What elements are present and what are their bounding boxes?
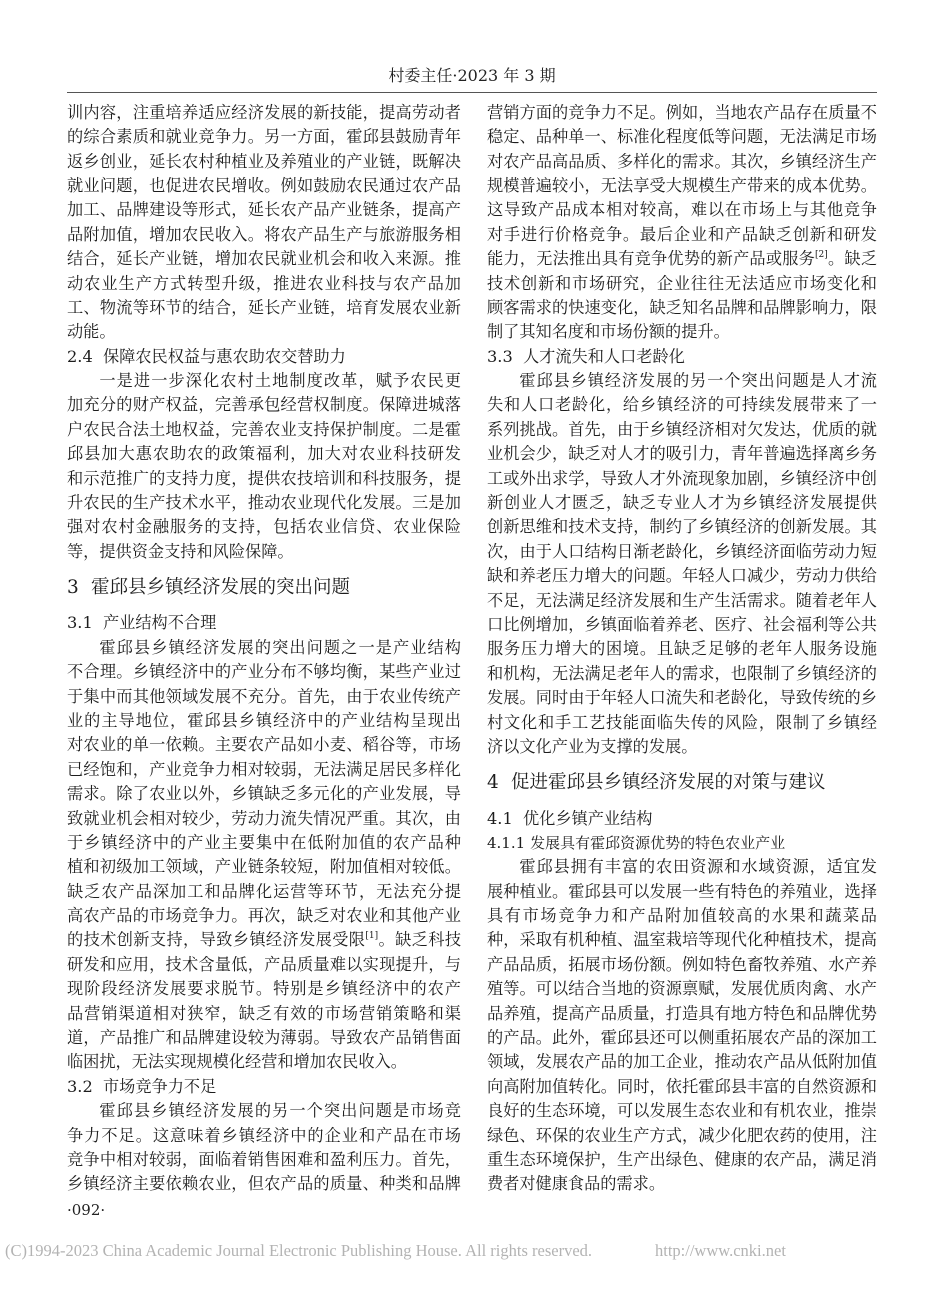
text-line: 加工、品牌建设等形式，延长农产品产业链条，提高产 bbox=[67, 200, 461, 220]
heading-title: 市场竞争力不足 bbox=[103, 1076, 217, 1096]
subsection-heading bbox=[487, 807, 877, 831]
heading-title: 保障农民权益与惠农助农交替助力 bbox=[103, 346, 346, 366]
text-line: 的综合素质和就业竞争力。另一方面，霍邱县鼓励青年 bbox=[67, 127, 461, 147]
citation-reference: [1] bbox=[365, 931, 379, 942]
text-line: 规模普遍较小，无法享受大规模生产带来的成本优势。 bbox=[487, 175, 877, 195]
paragraph bbox=[67, 636, 461, 1075]
text-line: 品养殖，提高产品质量，打造具有地方特色和品牌优势 bbox=[487, 1003, 877, 1023]
text-line: 缺和养老压力增大的问题。年轻人口减少，劳动力供给 bbox=[487, 566, 877, 586]
text-line: 结合，延长产业链，增加农民就业机会和收入来源。推 bbox=[67, 249, 461, 269]
text-line: 种，采取有机种植、温室栽培等现代化种植技术，提高 bbox=[487, 930, 877, 950]
text-line: 营销方面的竞争力不足。例如，当地农产品存在质量不 bbox=[487, 102, 877, 122]
text-line: 济以文化产业为支撑的发展。 bbox=[487, 736, 698, 756]
text-line: 新创业人才匮乏，缺乏专业人才为乡镇经济发展提供 bbox=[487, 493, 877, 513]
paragraph bbox=[67, 1099, 461, 1197]
text-line: 临困扰，无法实现规模化经营和增加农民收入。 bbox=[67, 1052, 407, 1072]
text-line: 良好的生态环境，可以发展生态农业和有机农业，推崇 bbox=[487, 1101, 877, 1121]
text-line: 高农产品的市场竞争力。再次，缺乏对农业和其他产业 bbox=[67, 906, 461, 926]
header-rule bbox=[67, 92, 877, 93]
text-line: 升农民的生产技术水平，推动农业现代化发展。三是加 bbox=[67, 493, 461, 513]
text-line: 加充分的财产权益，完善承包经营权制度。保障进城落 bbox=[67, 395, 461, 415]
citation-reference: [2] bbox=[815, 250, 828, 261]
text-line: 领域，发展农产品的加工企业，推动农产品从低附加值 bbox=[487, 1052, 877, 1072]
heading-title: 优化乡镇产业结构 bbox=[523, 808, 653, 828]
text-line: 殖等。可以结合当地的资源禀赋，发展优质肉禽、水产 bbox=[487, 979, 877, 999]
text-line: 返乡创业，延长农村种植业及养殖业的产业链，既解决 bbox=[67, 151, 461, 171]
text-segment: 。缺乏科技 bbox=[378, 930, 462, 950]
text-line: 户农民合法土地权益，完善农业支持保护制度。二是霍 bbox=[67, 419, 461, 439]
text-line: 致就业机会相对较少，劳动力流失情况严重。其次，由 bbox=[67, 808, 461, 828]
paragraph bbox=[67, 369, 461, 564]
text-line: 霍邱县拥有丰富的农田资源和水域资源，适宜发 bbox=[519, 857, 877, 877]
text-line: 对农产品高品质、多样化的需求。其次，乡镇经济生产 bbox=[487, 151, 877, 171]
subsection-heading bbox=[487, 345, 877, 369]
page-number: ·092· bbox=[67, 1201, 106, 1219]
footer-copyright: (C)1994-2023 China Academic Journal Electronic Publishing House. All rights reserved. bbox=[5, 1241, 593, 1260]
text-line: 向高附加值转化。同时，依托霍邱县丰富的自然资源和 bbox=[487, 1076, 877, 1096]
text-line: 就业问题，也促进农民增收。例如鼓励农民通过农产品 bbox=[67, 175, 461, 195]
text-line: 现阶段经济发展要求脱节。特别是乡镇经济中的农产 bbox=[67, 979, 461, 999]
paragraph bbox=[67, 101, 461, 345]
text-line: 产品品质，拓展市场份额。例如特色畜牧养殖、水产养 bbox=[487, 954, 877, 974]
text-line bbox=[67, 928, 461, 952]
text-line: 道，产品推广和品牌建设较为薄弱。导致农产品销售面 bbox=[67, 1028, 461, 1048]
text-line: 品附加值，增加农民收入。将农产品生产与旅游服务相 bbox=[67, 224, 461, 244]
text-segment: 。缺乏 bbox=[827, 249, 878, 269]
text-line: 发展。同时由于年轻人口流失和老龄化，导致传统的乡 bbox=[487, 688, 877, 708]
text-line: 需求。除了农业以外，乡镇缺乏多元化的产业发展，导 bbox=[67, 784, 461, 804]
heading-title: 人才流失和人口老龄化 bbox=[523, 346, 685, 366]
text-line: 训内容，注重培养适应经济发展的新技能，提高劳动者 bbox=[67, 102, 461, 122]
text-line: 业的主导地位，霍邱县乡镇经济中的产业结构呈现出 bbox=[67, 710, 461, 730]
text-line: 等，提供资金支持和风险保障。 bbox=[67, 541, 294, 561]
text-line: 缺乏农产品深加工和品牌化运营等环节，无法充分提 bbox=[67, 881, 461, 901]
text-line: 动农业生产方式转型升级，推进农业科技与农产品加 bbox=[67, 273, 461, 293]
footer-url[interactable]: http://www.cnki.net bbox=[655, 1241, 786, 1260]
text-segment: 的技术创新支持，导致乡镇经济发展受限 bbox=[67, 930, 366, 950]
text-line: 霍邱县乡镇经济发展的突出问题之一是产业结构 bbox=[99, 637, 461, 657]
heading-number: 4.1.1 bbox=[487, 833, 526, 852]
text-line: 绿色、环保的农业生产方式，减少化肥农药的使用，注 bbox=[487, 1125, 877, 1145]
text-line: 植和初级加工领域，产业链条较短，附加值相对较低。 bbox=[67, 857, 461, 877]
text-line bbox=[487, 247, 877, 271]
left-column bbox=[67, 101, 461, 1197]
text-line: 口比例增加，乡镇面临着养老、医疗、社会福利等公共 bbox=[487, 615, 877, 634]
text-line: 竞争中相对较弱，面临着销售困难和盈利压力。首先， bbox=[67, 1150, 461, 1169]
text-line: 研发和应用，技术含量低，产品质量难以实现提升，与 bbox=[67, 954, 461, 974]
text-line: 顾客需求的快速变化，缺乏知名品牌和品牌影响力，限 bbox=[487, 297, 877, 317]
text-line: 一是进一步深化农村土地制度改革，赋予农民更 bbox=[99, 371, 461, 391]
heading-title: 发展具有霍邱资源优势的特色农业产业 bbox=[530, 833, 786, 852]
text-line: 对手进行价格竞争。最后企业和产品缺乏创新和研发 bbox=[487, 224, 877, 244]
heading-title: 产业结构不合理 bbox=[103, 613, 217, 633]
text-line: 已经饱和，产业竞争力相对较弱，无法满足居民多样化 bbox=[67, 759, 461, 779]
text-line: 制了其知名度和市场份额的提升。 bbox=[487, 322, 730, 342]
section-heading bbox=[487, 759, 877, 806]
text-line: 动能。 bbox=[67, 322, 116, 342]
subsection-heading bbox=[67, 611, 461, 635]
text-line: 于集中而其他领域发展不充分。首先，由于农业传统产 bbox=[67, 686, 461, 706]
text-line: 霍邱县乡镇经济发展的另一个突出问题是市场竞 bbox=[99, 1101, 461, 1121]
text-line: 争力不足。这意味着乡镇经济中的企业和产品在市场 bbox=[67, 1125, 461, 1145]
text-line: 品营销渠道相对狭窄，缺乏有效的市场营销策略和渠 bbox=[67, 1003, 461, 1023]
text-line: 这导致产品成本相对较高，难以在市场上与其他竞争 bbox=[487, 200, 877, 220]
heading-number: 3.3 bbox=[487, 346, 513, 366]
section-heading bbox=[67, 564, 461, 611]
text-line: 次，由于人口结构日渐老龄化，乡镇经济面临劳动力短 bbox=[487, 541, 877, 561]
text-line: 业机会少，缺乏对人才的吸引力，青年普遍选择离乡务 bbox=[487, 444, 877, 464]
text-line: 和示范推广的支持力度，提供农技培训和科技服务，提 bbox=[67, 468, 461, 488]
subsection-heading bbox=[67, 1075, 461, 1099]
text-line: 和机构，无法满足老年人的需求，也限制了乡镇经济的 bbox=[487, 663, 877, 683]
text-line: 创新思维和技术支持，制约了乡镇经济的创新发展。其 bbox=[487, 517, 877, 537]
heading-number: 4.1 bbox=[487, 808, 513, 828]
text-line: 服务压力增大的困境。且缺乏足够的老年人服务设施 bbox=[487, 639, 877, 659]
paragraph bbox=[487, 855, 877, 1196]
heading-number: 2.4 bbox=[67, 346, 93, 366]
text-line: 不合理。乡镇经济中的产业分布不够均衡，某些产业过 bbox=[67, 662, 461, 682]
text-line: 失和人口老龄化，给乡镇经济的可持续发展带来了一 bbox=[487, 395, 877, 415]
text-line: 稳定、品种单一、标准化程度低等问题，无法满足市场 bbox=[487, 127, 877, 147]
running-header: 村委主任·2023 年 3 期 bbox=[388, 66, 556, 85]
heading-number: 3.1 bbox=[67, 613, 93, 633]
text-line: 村文化和手工艺技能面临失传的风险，限制了乡镇经 bbox=[487, 712, 877, 732]
text-line: 的产品。此外，霍邱县还可以侧重拓展农产品的深加工 bbox=[487, 1028, 877, 1048]
text-line: 重生态环境保护，生产出绿色、健康的农产品，满足消 bbox=[487, 1150, 877, 1169]
text-line: 工、物流等环节的结合，延长产业链，培育发展农业新 bbox=[67, 297, 461, 317]
heading-number: 4 bbox=[487, 772, 499, 794]
text-segment: 能力，无法推出具有竞争优势的新产品或服务 bbox=[487, 249, 816, 269]
text-line: 展种植业。霍邱县可以发展一些有特色的养殖业，选择 bbox=[487, 881, 877, 901]
text-line: 工或外出求学，导致人才外流现象加剧，乡镇经济中创 bbox=[487, 468, 877, 488]
paragraph bbox=[487, 369, 877, 759]
heading-number: 3 bbox=[67, 577, 79, 599]
text-line: 邱县加大惠农助农的政策福利，加大对农业科技研发 bbox=[67, 444, 461, 464]
subsection-heading bbox=[487, 831, 877, 855]
text-line: 乡镇经济主要依赖农业，但农产品的质量、种类和品牌 bbox=[67, 1174, 461, 1194]
text-line: 系列挑战。首先，由于乡镇经济相对欠发达，优质的就 bbox=[487, 419, 877, 439]
text-line: 于乡镇经济中的产业主要集中在低附加值的农产品种 bbox=[67, 832, 461, 852]
text-line: 对农业的单一依赖。主要农产品如小麦、稻谷等，市场 bbox=[67, 735, 461, 755]
heading-number: 3.2 bbox=[67, 1076, 93, 1096]
paragraph bbox=[487, 101, 877, 345]
text-line: 具有市场竞争力和产品附加值较高的水果和蔬菜品 bbox=[487, 906, 877, 926]
heading-title: 霍邱县乡镇经济发展的突出问题 bbox=[91, 577, 351, 599]
right-column bbox=[487, 101, 877, 1197]
text-line: 强对农村金融服务的支持，包括农业信贷、农业保险 bbox=[67, 517, 461, 537]
text-line: 技术创新和市场研究，企业往往无法适应市场变化和 bbox=[487, 273, 877, 293]
text-line: 霍邱县乡镇经济发展的另一个突出问题是人才流 bbox=[519, 371, 877, 391]
text-line: 费者对健康食品的需求。 bbox=[487, 1174, 666, 1194]
subsection-heading bbox=[67, 345, 461, 369]
heading-title: 促进霍邱县乡镇经济发展的对策与建议 bbox=[511, 772, 826, 794]
text-line: 不足，无法满足经济发展和生产生活需求。随着老年人 bbox=[487, 590, 877, 610]
